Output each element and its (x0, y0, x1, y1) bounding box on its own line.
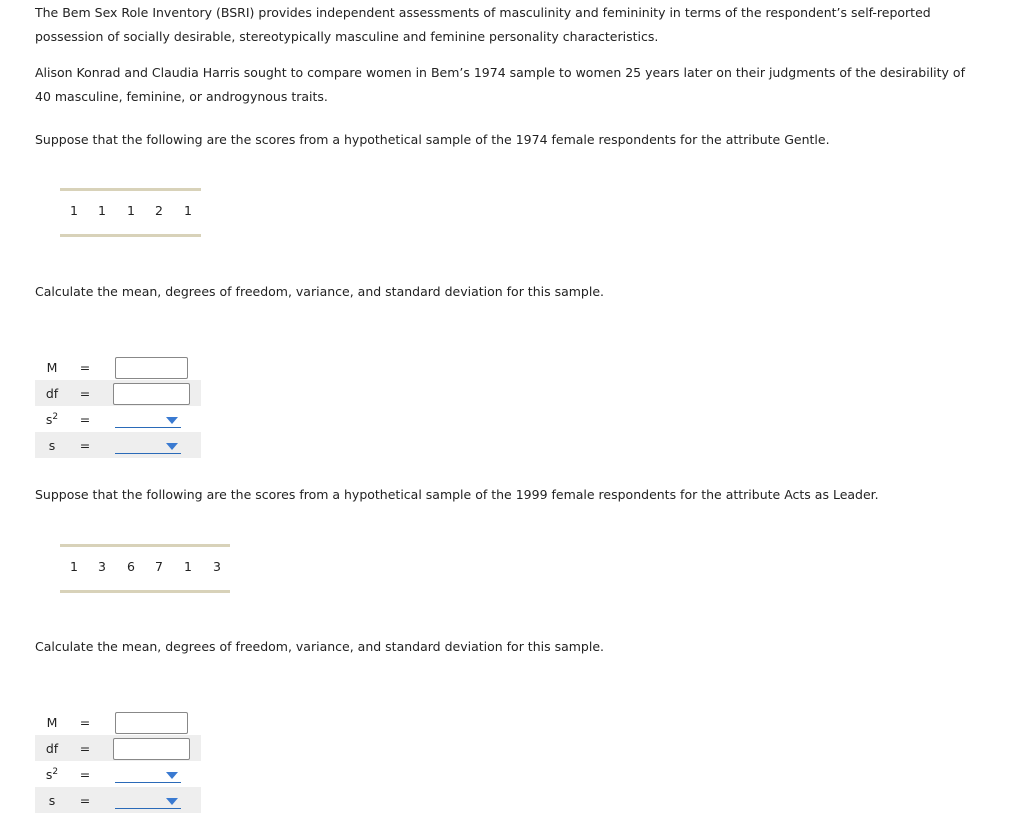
sample1-sd-row (35, 432, 201, 458)
sample1-score: 1 (184, 203, 192, 218)
sample1-df-input[interactable] (113, 383, 190, 405)
equals-sign: = (79, 438, 91, 453)
sample2-sd-row (35, 787, 201, 813)
equals-sign: = (79, 412, 91, 427)
intro-paragraph-2 (35, 61, 995, 109)
variance-symbol: s (45, 767, 53, 783)
variance-superscript: 2 (52, 412, 59, 422)
sample2-variance-dropdown[interactable] (115, 768, 181, 783)
equals-sign: = (79, 767, 91, 782)
sample1-variance-dropdown[interactable] (115, 413, 181, 428)
sample2-sd-dropdown[interactable] (115, 794, 181, 809)
variance-symbol: s (45, 412, 53, 428)
sample1-score: 1 (127, 203, 135, 218)
sample2-prompt: Suppose that the following are the scores from a hypothetical sample of the 1999 female respondents for the attribute Acts as Leader. (35, 487, 879, 502)
intro-p1-line2: possession of socially desirable, stereotypically masculine and feminine personality characteristics. (35, 29, 659, 44)
sample2-variance-row (35, 761, 201, 787)
variance-label (35, 412, 69, 427)
sample2-calc-prompt: Calculate the mean, degrees of freedom, variance, and standard deviation for this sample. (35, 639, 605, 654)
equals-sign: = (79, 715, 91, 730)
sd-label: s (48, 438, 56, 453)
intro-p2-line1: Alison Konrad and Claudia Harris sought to compare women in Bem’s 1974 sample to women 25 years later on their judgments of the desirability of (35, 65, 965, 80)
variance-label (35, 767, 69, 782)
sample1-sd-dropdown[interactable] (115, 439, 181, 454)
sample2-answer-table (35, 709, 201, 813)
sample2-score: 1 (70, 559, 78, 574)
sample2-score: 3 (98, 559, 106, 574)
sample2-df-row (35, 735, 201, 761)
variance-superscript: 2 (52, 767, 59, 777)
triangle-down-icon (166, 443, 178, 450)
sample2-score: 6 (127, 559, 135, 574)
sample1-score: 1 (70, 203, 78, 218)
sample1-mean-input[interactable] (115, 357, 188, 379)
sample1-scores-table (60, 188, 201, 237)
df-label: df (45, 386, 59, 401)
intro-p1-line1: The Bem Sex Role Inventory (BSRI) provides independent assessments of masculinity and femininity in terms of the respondent’s self-reported (35, 5, 931, 20)
equals-sign: = (79, 741, 91, 756)
sample2-score: 3 (213, 559, 221, 574)
triangle-down-icon (166, 798, 178, 805)
sd-label: s (48, 793, 56, 808)
sample1-calc-prompt: Calculate the mean, degrees of freedom, variance, and standard deviation for this sample. (35, 284, 605, 299)
sample1-variance-row (35, 406, 201, 432)
sample1-answer-table (35, 354, 201, 458)
sample2-score: 1 (184, 559, 192, 574)
mean-label: M (46, 715, 58, 730)
sample1-score: 2 (155, 203, 163, 218)
equals-sign: = (79, 386, 91, 401)
df-label: df (45, 741, 59, 756)
triangle-down-icon (166, 772, 178, 779)
sample2-df-input[interactable] (113, 738, 190, 760)
sample1-mean-row (35, 354, 201, 380)
sample2-mean-input[interactable] (115, 712, 188, 734)
sample2-scores-table (60, 544, 230, 593)
sample1-score: 1 (98, 203, 106, 218)
triangle-down-icon (166, 417, 178, 424)
sample2-score: 7 (155, 559, 163, 574)
equals-sign: = (79, 793, 91, 808)
equals-sign: = (79, 360, 91, 375)
mean-label: M (46, 360, 58, 375)
sample2-mean-row (35, 709, 201, 735)
sample1-prompt: Suppose that the following are the scores from a hypothetical sample of the 1974 female respondents for the attribute Gentle. (35, 132, 830, 147)
sample1-df-row (35, 380, 201, 406)
intro-p2-line2: 40 masculine, feminine, or androgynous traits. (35, 89, 328, 104)
intro-paragraph-1 (35, 1, 995, 49)
